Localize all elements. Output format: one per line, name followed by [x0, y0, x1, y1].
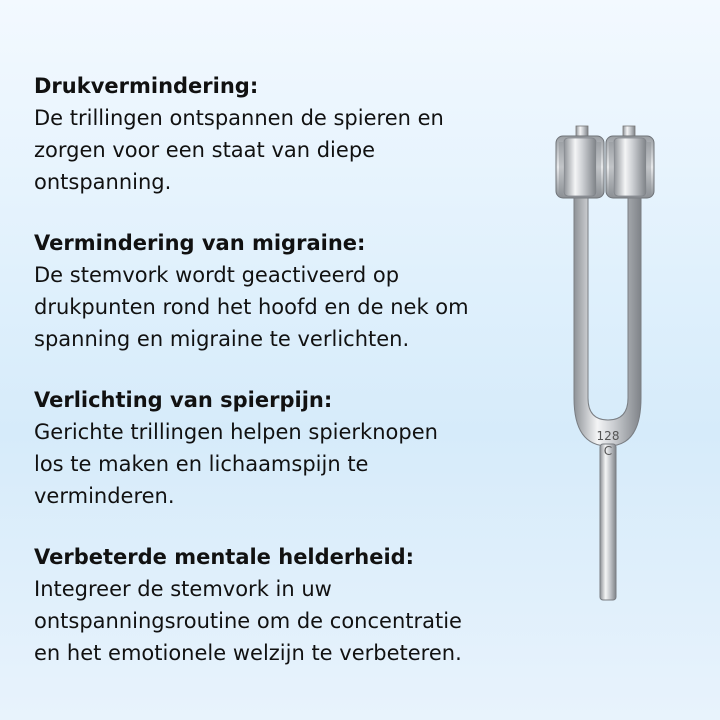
benefit-title: Verbeterde mentale helderheid:: [34, 545, 415, 569]
benefit-line: De trillingen ontspannen de spieren en: [34, 106, 444, 130]
benefit-description: [34, 416, 514, 512]
benefit-description: [34, 102, 514, 198]
benefits-list: [34, 70, 514, 698]
benefit-migraine: [34, 227, 514, 355]
benefit-muscle-pain: [34, 384, 514, 512]
benefit-line: Integreer de stemvork in uw: [34, 577, 332, 601]
fork-weight-left: [556, 136, 604, 198]
benefit-line: verminderen.: [34, 484, 175, 508]
benefit-description: [34, 259, 514, 355]
benefit-mental-clarity: [34, 541, 514, 669]
benefit-line: ontspanning.: [34, 170, 172, 194]
fork-note-label: C: [603, 444, 613, 458]
benefit-line: en het emotionele welzijn te verbeteren.: [34, 641, 462, 665]
fork-weight-right: [606, 136, 654, 198]
benefit-line: Gerichte trillingen helpen spierknopen: [34, 420, 438, 444]
benefit-pressure-relief: [34, 70, 514, 198]
benefit-line: ontspanningsroutine om de concentratie: [34, 609, 462, 633]
benefit-line: zorgen voor een staat van diepe: [34, 138, 376, 162]
fork-frequency-label: 128: [596, 429, 620, 443]
benefit-line: spanning en migraine te verlichten.: [34, 327, 410, 351]
benefit-line: De stemvork wordt geactiveerd op: [34, 263, 400, 287]
benefit-title: Drukvermindering:: [34, 74, 259, 98]
benefit-line: drukpunten rond het hoofd en de nek om: [34, 295, 469, 319]
fork-stem: [600, 444, 616, 600]
benefit-line: los te maken en lichaamspijn te: [34, 452, 369, 476]
tuning-fork-image: [550, 118, 660, 608]
benefit-title: Verlichting van spierpijn:: [34, 388, 333, 412]
fork-prongs: [574, 198, 641, 446]
benefit-description: [34, 573, 514, 669]
benefit-title: Vermindering van migraine:: [34, 231, 366, 255]
